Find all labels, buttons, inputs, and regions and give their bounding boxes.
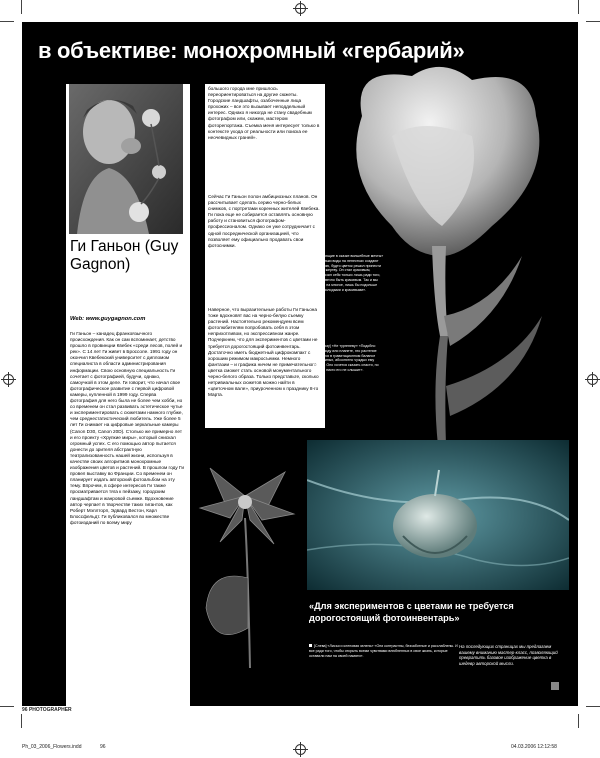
crop-mark	[578, 0, 579, 14]
photo-caption: [Слева] «Лисья и кленовая зелень» «Они контрастны, беззаботные и расслаблены. И все ради того, чтобы открыть всеми чувствами влюбленных в свое жизнь, которые оставили нам на своей памяти».	[309, 644, 458, 658]
flower-photo-dark	[190, 458, 300, 668]
registration-mark-icon	[295, 3, 306, 14]
photographer-bio: Ги Ганьон – канадец франкоязычного происхождения. Как он сам вспоминает, детство прошло в провинции Квебек «среди лесов, полей и рек». С 14 лет Ги живет в Броссоле. 1991 году он окончил Квебекский университет с дипломом специалиста в области администрирования информации. Свою основную специальность Ги сочетает с фотографией, будучи, однако, самоучкой в этом деле. Ги говорит, что начал свое фотографическое развитие с первой цифровой камеры, купленной в 1999 году. Сперва фотография для него была не более чем хобби, но со временем он стал развивать эстетическое чутье и экспериментировать с сюжетами намного глубже, чем среднестатистический любитель. Уже более 5 лет Ги снимает на цифровые зеркальные камеры (Canon D30, Canon 20D). Столько же примерно лет и его проекту «Хрупкие миры», который снискал огромный успех. С его помощью автор пытается донести до зрителя абстрактную театрализованность нашей жизни, используя в качестве своих алгоритмов монохромные изображения цветов и растений. В прошлом году Ги провел выставку во Франции. Со временем он планирует издать авторский фотоальбом на эту тему. Впрочем, в сфере интересов Ги также просматривается тяга к пейзажу, городским ландшафтам и жанровой съемке. Вдохновение автор черпает в творчестве таких гигантов, как Роберт Мэплторп, Эдвард Вестон, Карл Блоссфельдт. Ги публиковался во множестве фотоизданий по всему миру	[70, 331, 184, 525]
crop-mark	[0, 21, 14, 22]
pull-quote: «Для экспериментов с цветами не требуется дорогостоящий фотоинвентарь»	[309, 601, 514, 623]
magazine-page	[22, 22, 578, 706]
photographer-portrait	[69, 84, 183, 234]
website-label: Web:	[70, 316, 85, 322]
registration-mark-icon	[587, 374, 598, 385]
flower-photo-large	[322, 56, 578, 446]
crop-mark	[21, 0, 22, 14]
article-paragraph: Сейчас Ги Ганьон полон амбициозных планов. Он рассчитывает сделать серию черно-белых снимков, с портретами коренных жителей Квебека. Ги пока еще не собирается оставлять основную работу и становиться фотографом-профессионалом. Однако он уже сотрудничает с одной посреднической организацией, что позволяет ему официально продавать свои фотоснимки.	[208, 194, 320, 248]
photo-caption: «Бьющие в сказке волшебные мечты» «Капельки воды на лепестках создают иллюзию, будто цветок решил принести себя в жертву. Он стал красивым, заморозил себя только лишь ради того, чтобы вечно быть красивым. Так и мы готовы на многое, лишь бы подольше быть молодыми и красивыми».	[314, 254, 384, 292]
next-page-teaser: На последующих страницах мы предлагаем вашему вниманию мастер-класс, позволяющий превратить базовое изображение цветка в шедевр авторской мысли.	[459, 644, 558, 666]
crop-mark	[578, 714, 579, 728]
article-paragraph: Наверное, что выразительные работы Ги Ганьона тоже вдохновят вас на черно-белую съемку растений. Настоятельно рекомендуем всем фотолюбителям попробовать себя в этом неприхотливом, но экспрессивном жанре. Подчеркнем, что для экспериментов с цветами не требуется дорогостоящий фотоинвентарь. Достаточно иметь бюджетный цифрокомпакт с хорошим режимом макросъемки. Немного фантазии – и графика ничем не примечательного цветка сможет стать основой монументального черно-белого образа. Только представьте, сколько нетривиальных сюжетов можно найти в «цветочном вале», приуроченном к празднику 8-го Марта.	[208, 307, 319, 398]
logo-icon	[551, 682, 559, 690]
article-column	[205, 84, 325, 428]
crop-mark	[21, 714, 22, 728]
crop-mark	[0, 706, 14, 707]
page-title: в объективе: монохромный «гербарий»	[38, 38, 465, 63]
registration-mark-icon	[295, 744, 306, 755]
slug-timestamp: 04.03.2006 12:12:58	[511, 744, 557, 750]
crop-mark	[586, 21, 600, 22]
registration-mark-icon	[3, 374, 14, 385]
photographer-column	[66, 84, 190, 706]
photo-caption: [Внизу] «Не тургеневу» «Подобно астероиду или планете, это растение кружится в гравитационном балансе среди иных, абсолютно чуждых ему миров. Оно хочется сказать спасти, но только никто его не слышит».	[314, 344, 379, 372]
website-line	[70, 316, 145, 322]
slug-filename: Ph_03_2006_Flowers.indd	[22, 744, 82, 750]
website-url[interactable]: www.guygagnon.com	[85, 316, 146, 322]
page-folio: 96 PHOTOGRAPHER	[22, 707, 72, 713]
flower-bud-photo	[307, 440, 569, 590]
photographer-name: Ги Ганьон (Guy Gagnon)	[70, 238, 179, 273]
crop-mark	[586, 706, 600, 707]
slug-page-number: 96	[100, 744, 106, 750]
article-paragraph: большого города мне пришлось переориентироваться на другие сюжеты. Городские ландшафты, озабоченные лица прохожих – все это вызывает неподдельный интерес. Однако я никогда не стану свадебным фотографом или, скажем, мастером фоторепортажа. Съемка меня интересует только в контексте ухода от реальности или поиска ее неочевидных граней».	[208, 86, 320, 140]
